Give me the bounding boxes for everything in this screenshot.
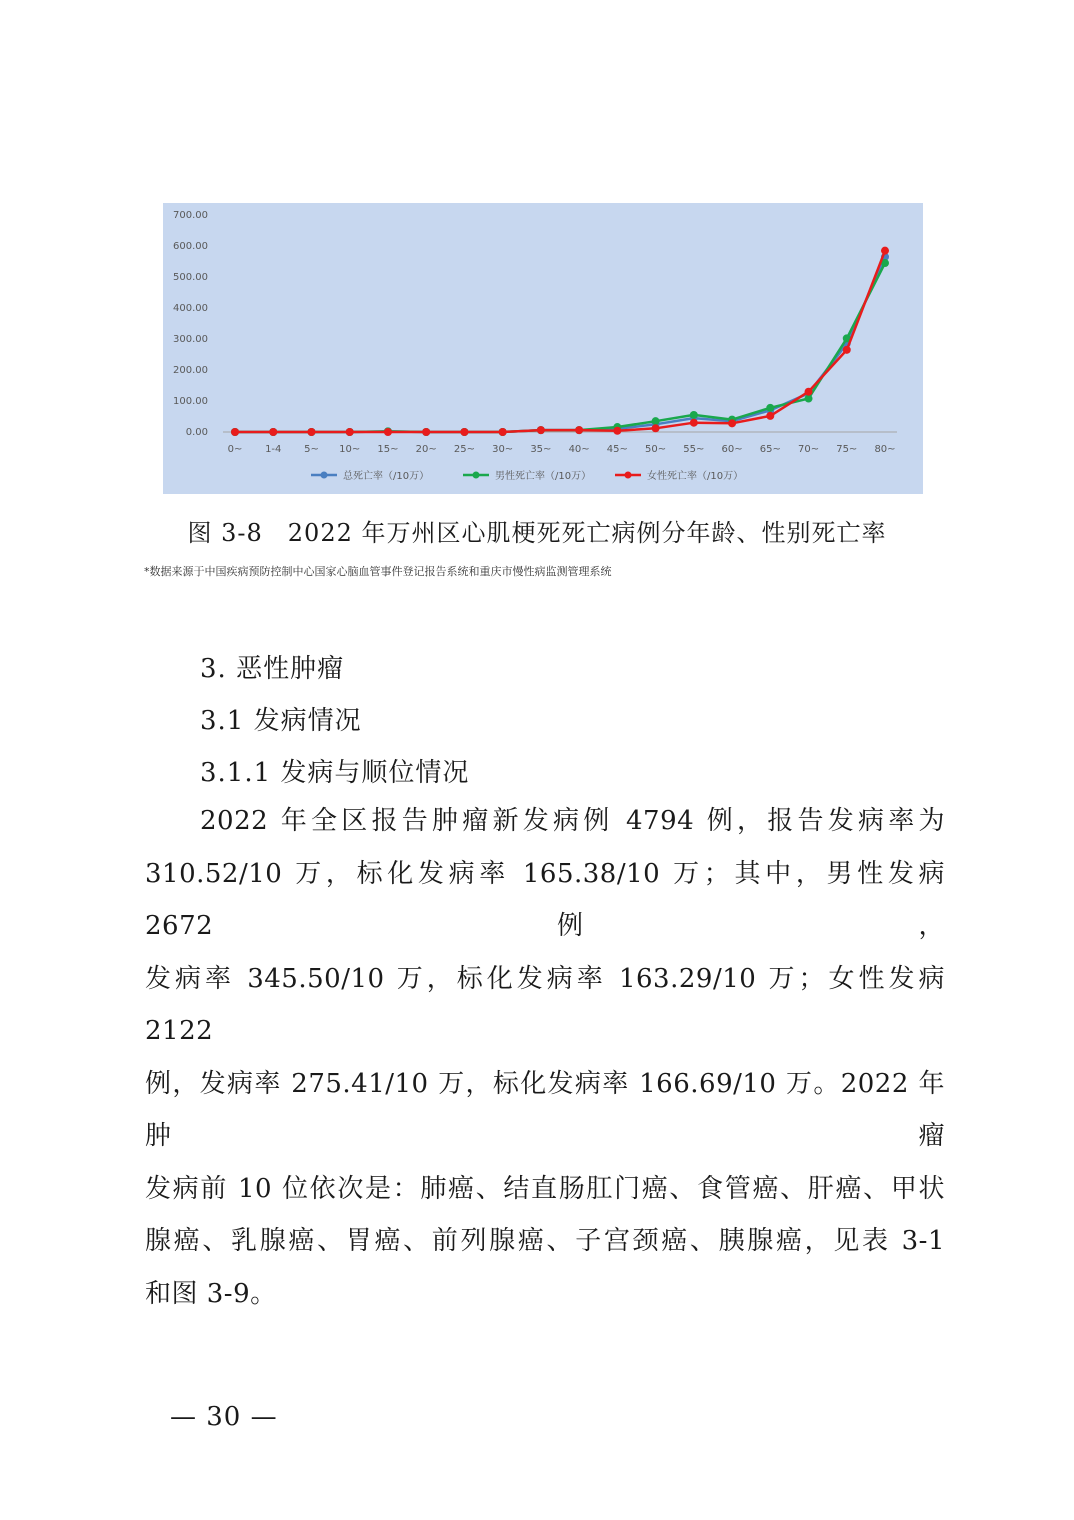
y-tick-label: 700.00 — [173, 210, 208, 221]
data-point — [499, 428, 507, 436]
y-tick-label: 600.00 — [173, 241, 208, 252]
section-heading: 3. 恶性肿瘤 — [200, 654, 345, 684]
y-tick-label: 500.00 — [173, 272, 208, 283]
x-tick-label: 70~ — [797, 444, 820, 455]
paragraph-line: 腺癌、乳腺癌、胃癌、前列腺癌、子宫颈癌、胰腺癌，见表 3-1 — [145, 1226, 945, 1256]
paragraph-line: 310.52/10 万，标化发病率 165.38/10 万；其中，男性发病 2672 例， — [145, 858, 945, 941]
x-tick-label: 30~ — [492, 444, 514, 455]
series-line — [235, 251, 885, 432]
paragraph-line: 和图 3-9。 — [145, 1278, 277, 1309]
x-tick-label: 25~ — [453, 444, 475, 455]
data-source-note: *数据来源于中国疾病预防控制中心国家心脑血管事件登记报告系统和重庆市慢性病监测管理系统 — [144, 565, 612, 578]
data-point — [269, 428, 277, 436]
x-tick-label: 50~ — [645, 444, 667, 455]
figure-caption: 图 3-8 2022 年万州区心肌梗死死亡病例分年龄、性别死亡率 — [187, 519, 887, 547]
data-point — [613, 427, 621, 435]
data-point — [728, 419, 736, 427]
legend-marker — [625, 472, 632, 479]
x-tick-label: 5~ — [304, 444, 319, 455]
y-tick-label: 400.00 — [173, 303, 208, 314]
y-tick-label: 300.00 — [173, 334, 208, 345]
mortality-line-chart — [163, 203, 923, 494]
page-number: — 30 — — [170, 1402, 278, 1432]
data-point — [690, 411, 698, 419]
x-tick-label: 10~ — [339, 444, 361, 455]
data-point — [652, 417, 660, 425]
data-point — [690, 419, 698, 427]
x-tick-label: 45~ — [606, 444, 628, 455]
legend-label: 女性死亡率（/10万） — [647, 471, 744, 482]
data-point — [805, 395, 813, 403]
paragraph-line: 发病前 10 位依次是：肺癌、结直肠肛门癌、食管癌、肝癌、甲状 — [145, 1173, 945, 1204]
x-tick-label: 20~ — [415, 444, 437, 455]
x-tick-label: 60~ — [721, 444, 743, 455]
data-point — [843, 346, 851, 354]
paragraph-line: 例，发病率 275.41/10 万，标化发病率 166.69/10 万。2022 年肿瘤 — [145, 1068, 945, 1151]
subsubsection-heading: 3.1.1 发病与顺位情况 — [200, 758, 470, 788]
series-line — [235, 263, 885, 432]
legend-marker — [473, 472, 480, 479]
subsection-heading: 3.1 发病情况 — [200, 706, 362, 736]
x-tick-label: 65~ — [759, 444, 781, 455]
data-point — [460, 428, 468, 436]
y-tick-label: 0.00 — [185, 427, 208, 438]
x-tick-label: 55~ — [683, 444, 705, 455]
data-point — [652, 424, 660, 432]
paragraph-line: 2022 年全区报告肿瘤新发病例 4794 例，报告发病率为 — [200, 806, 945, 836]
body-paragraph — [145, 795, 945, 1320]
data-point — [422, 428, 430, 436]
data-point — [537, 426, 545, 434]
data-point — [384, 428, 392, 436]
y-tick-label: 200.00 — [173, 365, 208, 376]
data-point — [766, 404, 774, 412]
x-tick-label: 75~ — [836, 444, 858, 455]
legend-marker — [321, 472, 328, 479]
legend-label: 总死亡率（/10万） — [343, 471, 430, 482]
x-tick-label: 80~ — [874, 444, 896, 455]
data-point — [805, 388, 813, 396]
x-tick-label: 35~ — [530, 444, 552, 455]
legend-label: 男性死亡率（/10万） — [495, 471, 592, 482]
x-tick-label: 0~ — [227, 444, 243, 455]
y-tick-label: 100.00 — [173, 396, 208, 407]
data-point — [766, 412, 774, 420]
x-tick-label: 1-4 — [265, 444, 282, 455]
data-point — [881, 247, 889, 255]
x-tick-label: 40~ — [568, 444, 590, 455]
data-point — [307, 428, 315, 436]
data-point — [346, 428, 354, 436]
chart-svg — [163, 203, 923, 494]
paragraph-line: 发病率 345.50/10 万，标化发病率 163.29/10 万；女性发病 2122 — [145, 963, 945, 1046]
x-tick-label: 15~ — [377, 444, 399, 455]
data-point — [575, 426, 583, 434]
data-point — [231, 428, 239, 436]
